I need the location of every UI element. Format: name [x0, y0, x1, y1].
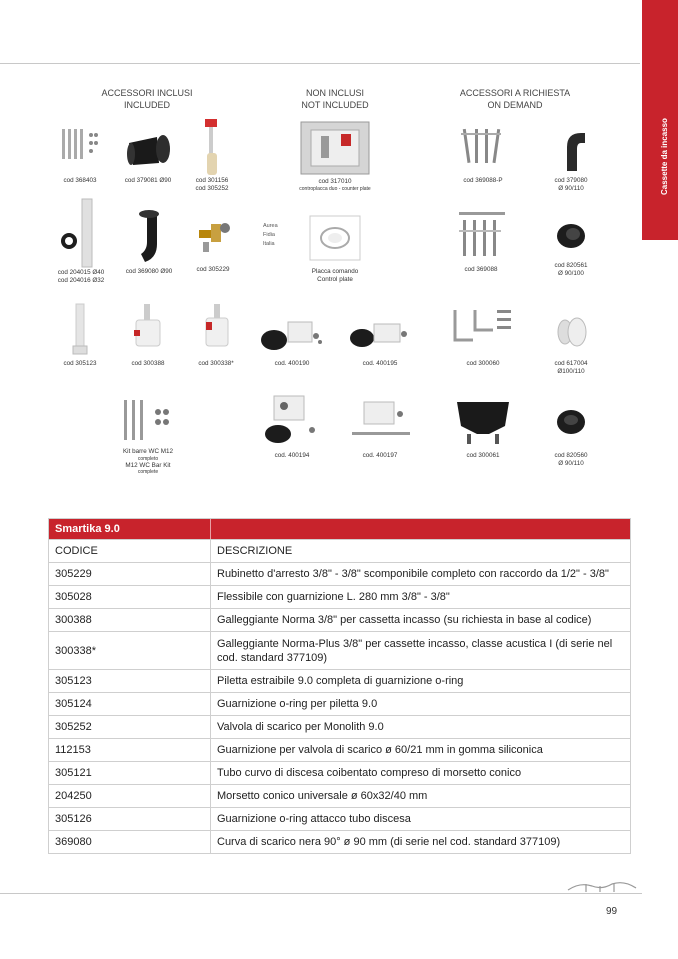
- product-820560: cod 820560 Ø 90/110: [540, 398, 602, 467]
- rubber-seal-icon: [551, 214, 591, 262]
- compatible-brands: Aurea Fidia Italia: [263, 223, 278, 247]
- header-description: DESCRIZIONE: [217, 545, 293, 557]
- bolt-kit-icon: [455, 125, 511, 177]
- rubber-seal-icon: [551, 398, 591, 452]
- heading-not-included: NON INCLUSI NOT INCLUDED: [301, 88, 369, 110]
- mounting-frame-icon: [344, 392, 416, 452]
- pipe-elbow-icon: [551, 125, 591, 177]
- footer-logo-icon: [566, 880, 638, 894]
- pop-up-drain-icon: [65, 300, 95, 360]
- product-300388: cod 300388: [120, 300, 176, 368]
- product-305123: cod 305123: [54, 300, 106, 368]
- table-row: 305028 Flessibile con guarnizione L. 280 mm 3/8" - 3/8": [49, 585, 630, 608]
- page-number: 99: [606, 906, 618, 917]
- black-bend-icon: [129, 208, 169, 268]
- mounting-frame-icon: [256, 306, 328, 360]
- drain-elbow-icon: [123, 125, 173, 177]
- mounting-frame-icon: [344, 306, 416, 360]
- product-317010: cod 317010 controplacca duo - counter plate: [290, 118, 380, 192]
- table-row: 305121 Tubo curvo di discesa coibentato compreso di morsetto conico: [49, 761, 630, 784]
- heading-on-demand: ACCESSORI A RICHIESTA ON DEMAND: [459, 88, 571, 110]
- table-row: 305123 Piletta estraibile 9.0 completa di guarnizione o-ring: [49, 669, 630, 692]
- product-379080: cod 379080 Ø 90/110: [540, 125, 602, 192]
- table-title-row: [49, 519, 630, 539]
- screw-set-icon: [58, 125, 102, 177]
- table-row: 204250 Morsetto conico universale ø 60x32/40 mm: [49, 784, 630, 807]
- heading-included: ACCESSORI INCLUSI INCLUDED: [101, 88, 193, 110]
- bracket-kit-icon: [449, 300, 517, 360]
- product-400197: cod. 400197: [340, 392, 420, 460]
- table-header-row: [49, 539, 630, 562]
- product-368403: cod 368403: [52, 125, 108, 185]
- table-row: 305229 Rubinetto d'arresto 3/8" - 3/8" scomponibile completo con raccordo da 1/2" - 3/8": [49, 562, 630, 585]
- table-row: 305124 Guarnizione o-ring per piletta 9.0: [49, 692, 630, 715]
- product-305229: cod 305229: [188, 214, 238, 274]
- section-tab-label: Cassette da incasso: [660, 118, 669, 195]
- table-row: 305126 Guarnizione o-ring attacco tubo discesa: [49, 807, 630, 830]
- product-369088: cod 369088: [448, 210, 514, 274]
- product-400195: cod. 400195: [340, 306, 420, 368]
- product-300061: cod 300061: [448, 392, 518, 460]
- product-617004: cod 617004 Ø100/110: [540, 306, 602, 375]
- product-400190: cod. 400190: [252, 306, 332, 368]
- table-row: 300338* Galleggiante Norma-Plus 3/8" per cassette incasso, classe acustica I (di serie nel cod. standard 377109): [49, 631, 630, 669]
- control-plate: Placca comando Control plate: [290, 210, 380, 283]
- table-row: 305252 Valvola di scarico per Monolith 9.0: [49, 715, 630, 738]
- wc-bar-kit: Kit barre WC M12 completo M12 WC Bar Kit complete: [110, 396, 186, 475]
- mounting-frame-icon: [256, 392, 328, 452]
- flush-valve-icon: [197, 117, 227, 177]
- product-300338: cod 300338*: [188, 300, 244, 368]
- black-bracket-icon: [449, 392, 517, 452]
- float-valve-plus-icon: [196, 300, 236, 360]
- product-300060: cod 300060: [448, 300, 518, 368]
- section-tab[interactable]: [642, 0, 678, 240]
- float-valve-icon: [128, 300, 168, 360]
- product-400194: cod. 400194: [252, 392, 332, 460]
- table-title: Smartika 9.0: [49, 519, 211, 539]
- counter-plate-icon: [297, 118, 373, 178]
- stop-valve-icon: [193, 214, 233, 266]
- control-plate-icon: [300, 210, 370, 268]
- product-204015: cod 204015 Ø40 cod 204016 Ø32: [50, 197, 112, 284]
- threaded-bar-icon: [118, 396, 178, 448]
- product-301156: cod 301156 cod 305252: [188, 117, 236, 192]
- footer-divider: [0, 893, 642, 894]
- pipe-reducer-icon: [551, 306, 591, 360]
- product-379081: cod 379081 Ø90: [116, 125, 180, 185]
- table-row: 112153 Guarnizione per valvola di scarico ø 60/21 mm in gomma siliconica: [49, 738, 630, 761]
- top-divider: [0, 63, 640, 64]
- header-code: CODICE: [49, 540, 211, 562]
- product-369080: cod 369080 Ø90: [116, 208, 182, 276]
- table-row: 300388 Galleggiante Norma 3/8" per cassetta incasso (su richiesta in base al codice): [49, 608, 630, 631]
- spare-parts-table: [48, 518, 631, 854]
- bolt-kit-icon: [453, 210, 509, 266]
- table-row: 369080 Curva di scarico nera 90° ø 90 mm (di serie nel cod. standard 377109): [49, 830, 630, 853]
- product-369088-p: cod 369088-P: [450, 125, 516, 185]
- product-820561: cod 820561 Ø 90/100: [540, 214, 602, 277]
- pipe-and-ring-icon: [56, 197, 106, 269]
